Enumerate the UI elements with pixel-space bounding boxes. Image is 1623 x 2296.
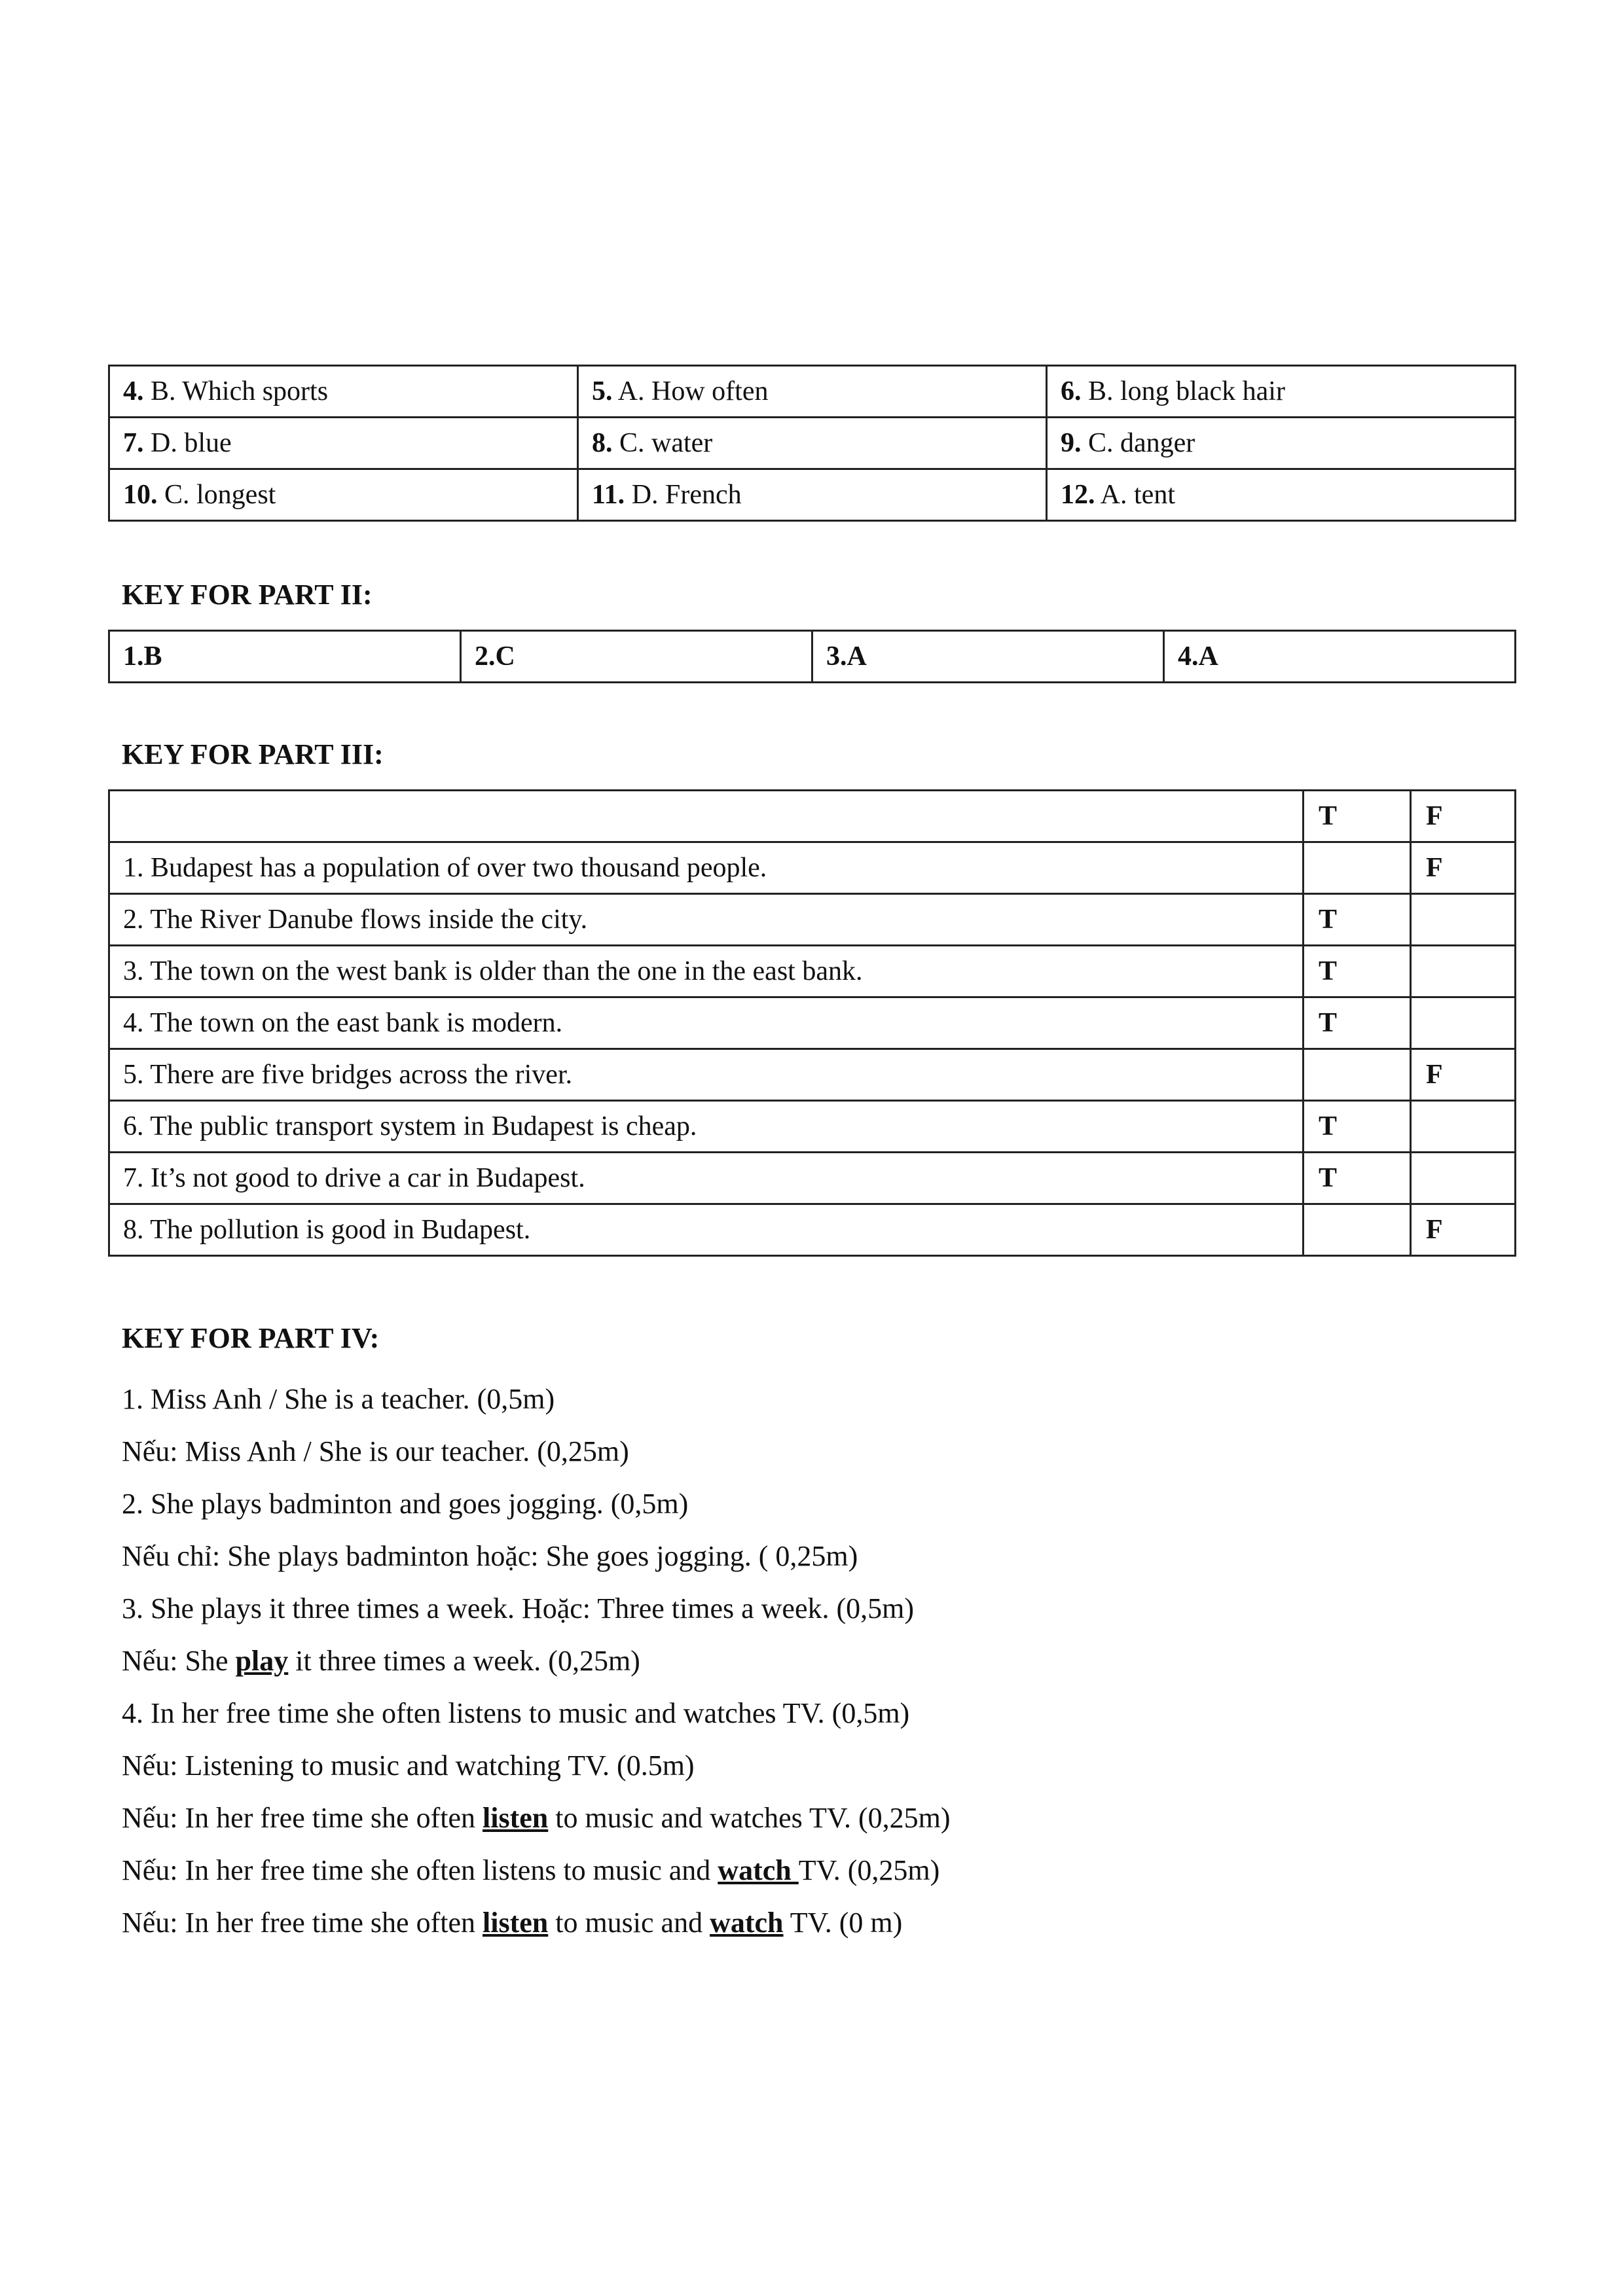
table-row [109,469,1516,521]
answer-line: Nếu: In her free time she often listens to music and watch TV. (0,25m) [122,1854,940,1886]
false-mark-cell: F [1411,842,1516,894]
answer-cell: 4. B. Which sports [109,366,578,418]
table-row [109,1204,1516,1256]
part4-answer-lines [122,1373,1497,1949]
underlined-error-word: watch [710,1907,784,1939]
underlined-error-word: play [235,1645,289,1677]
false-mark-cell [1411,1101,1516,1153]
statement-cell: 1. Budapest has a population of over two thousand people. [109,842,1304,894]
true-mark-cell: T [1304,997,1411,1049]
table-row [109,1153,1516,1204]
table-row [109,1049,1516,1101]
table-row [109,894,1516,946]
answer-cell: 2.C [461,631,812,683]
answer-line: 3. She plays it three times a week. Hoặc: Three times a week. (0,5m) [122,1592,915,1624]
answer-line: 2. She plays badminton and goes jogging. (0,5m) [122,1488,689,1520]
answer-line: Nếu: In her free time she often listen to music and watches TV. (0,25m) [122,1802,951,1834]
answer-line: 1. Miss Anh / She is a teacher. (0,5m) [122,1383,555,1415]
answer-line: Nếu: In her free time she often listen to music and watch TV. (0 m) [122,1907,903,1939]
table-row [109,1101,1516,1153]
answer-cell: 11. D. French [578,469,1047,521]
table-header-row [109,791,1516,842]
false-mark-cell: F [1411,1049,1516,1101]
answer-cell: 5. A. How often [578,366,1047,418]
table-row [109,418,1516,469]
answer-cell: 9. C. danger [1047,418,1516,469]
part4-heading: KEY FOR PART IV: [122,1322,380,1354]
false-mark-cell [1411,1153,1516,1204]
answer-cell: 4.A [1164,631,1516,683]
true-mark-cell: T [1304,1153,1411,1204]
false-mark-cell [1411,946,1516,997]
false-column-header: F [1411,791,1516,842]
true-mark-cell: T [1304,1101,1411,1153]
true-mark-cell [1304,1204,1411,1256]
part2-heading: KEY FOR PART II: [122,579,373,611]
answer-cell: 12. A. tent [1047,469,1516,521]
statement-cell: 5. There are five bridges across the river. [109,1049,1304,1101]
statement-cell: 6. The public transport system in Budapest is cheap. [109,1101,1304,1153]
table-row [109,366,1516,418]
statement-cell: 3. The town on the west bank is older than the one in the east bank. [109,946,1304,997]
underlined-error-word: watch [718,1854,799,1886]
statement-cell: 7. It’s not good to drive a car in Budapest. [109,1153,1304,1204]
true-mark-cell: T [1304,946,1411,997]
part1-answer-table [108,365,1516,522]
true-mark-cell [1304,1049,1411,1101]
statement-cell: 8. The pollution is good in Budapest. [109,1204,1304,1256]
true-column-header: T [1304,791,1411,842]
answer-cell: 10. C. longest [109,469,578,521]
part3-heading: KEY FOR PART III: [122,738,384,770]
table-row [109,997,1516,1049]
answer-line: Nếu: Miss Anh / She is our teacher. (0,25m) [122,1435,629,1467]
answer-cell: 7. D. blue [109,418,578,469]
statement-cell: 2. The River Danube flows inside the city. [109,894,1304,946]
part2-answer-table [108,630,1516,683]
answer-cell: 1.B [109,631,461,683]
answer-cell: 3.A [812,631,1164,683]
underlined-error-word: listen [483,1802,549,1834]
false-mark-cell: F [1411,1204,1516,1256]
table-row [109,842,1516,894]
true-mark-cell: T [1304,894,1411,946]
statement-cell: 4. The town on the east bank is modern. [109,997,1304,1049]
part3-true-false-table [108,789,1516,1257]
true-mark-cell [1304,842,1411,894]
false-mark-cell [1411,894,1516,946]
false-mark-cell [1411,997,1516,1049]
table-row [109,946,1516,997]
answer-line: 4. In her free time she often listens to music and watches TV. (0,5m) [122,1697,910,1729]
answer-cell: 8. C. water [578,418,1047,469]
answer-line: Nếu: She play it three times a week. (0,25m) [122,1645,640,1677]
table-row [109,631,1516,683]
answer-line: Nếu: Listening to music and watching TV. (0.5m) [122,1749,695,1782]
underlined-error-word: listen [483,1907,549,1939]
answer-line: Nếu chỉ: She plays badminton hoặc: She goes jogging. ( 0,25m) [122,1540,858,1572]
statement-header-cell [109,791,1304,842]
answer-cell: 6. B. long black hair [1047,366,1516,418]
